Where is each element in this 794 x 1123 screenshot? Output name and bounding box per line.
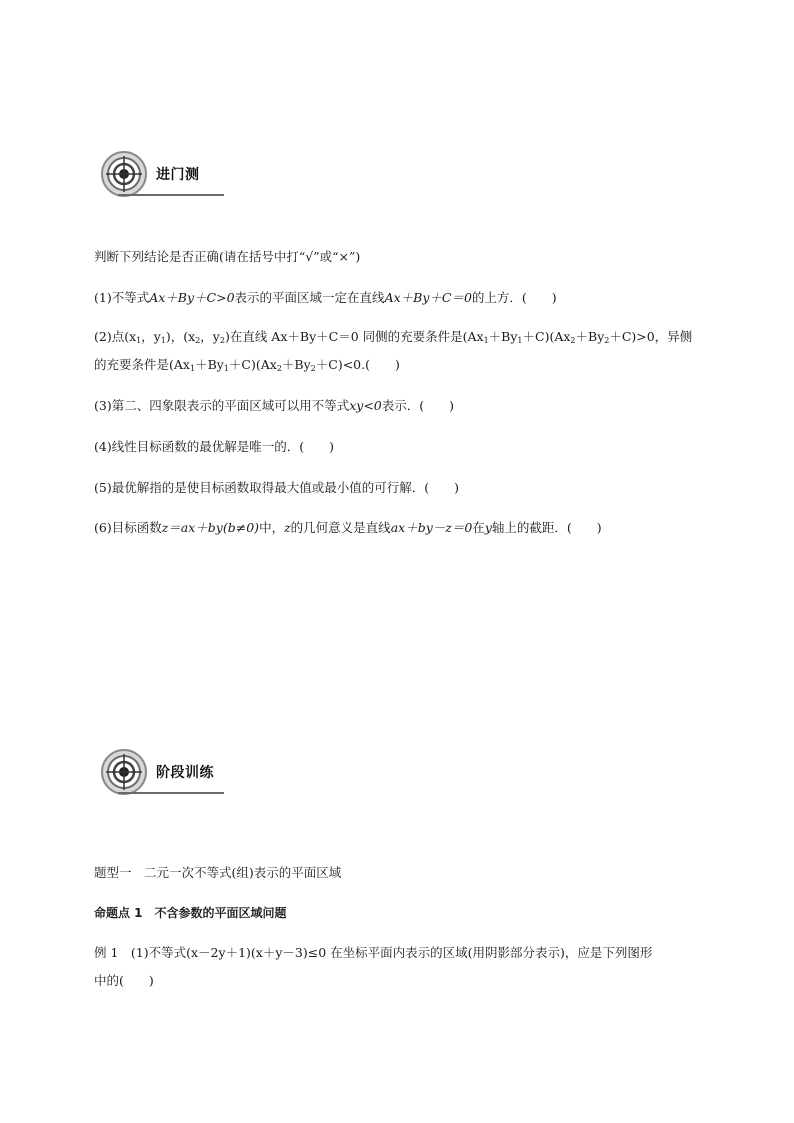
item-2-line-1: (2)点($x_1$，$y_1$)，($x_2$，$y_2$)在直线 Ax＋By＋C＝0 同侧的充要条件是$(Ax_1+By_1+C)(Ax_2+By_2+C)>0$，异侧 [94, 329, 693, 345]
item-1: (1)不等式Ax＋By＋C>0表示的平面区域一定在直线Ax＋By＋C＝0的上方．( ) [94, 290, 557, 305]
section-underline [118, 194, 224, 196]
section-underline [118, 792, 224, 794]
item-3: (3)第二、四象限表示的平面区域可以用不等式xy<0表示．( ) [94, 398, 455, 413]
section-title: 进门测 [156, 167, 200, 183]
proposition-heading: 命题点 1 不含参数的平面区域问题 [94, 906, 287, 920]
item-4: (4)线性目标函数的最优解是唯一的．( ) [94, 439, 334, 454]
section-header-entry-test [100, 150, 260, 200]
instruction-text: 判断下列结论是否正确(请在括号中打“√”或“×”) [94, 249, 361, 264]
section-header-stage-training [100, 748, 260, 798]
target-icon [100, 748, 148, 796]
example-1-line-1: 例 1 (1)不等式(x－2y＋1)(x＋y－3)≤0 在坐标平面内表示的区域(用阴影部分表示)，应是下列图形 [94, 945, 653, 960]
question-type-heading: 题型一 二元一次不等式(组)表示的平面区域 [94, 865, 342, 880]
item-5: (5)最优解指的是使目标函数取得最大值或最小值的可行解．( ) [94, 480, 459, 495]
section-title: 阶段训练 [156, 765, 214, 781]
item-6: (6)目标函数z＝ax＋by(b≠0)中，z的几何意义是直线ax＋by－z＝0在y轴上的截距．( ) [94, 520, 602, 535]
example-1-line-2: 中的( ) [94, 973, 154, 988]
item-2-line-2: 的充要条件是$(Ax_1+By_1+C)(Ax_2+By_2+C)<0$.( ) [94, 357, 400, 373]
target-icon [100, 150, 148, 198]
